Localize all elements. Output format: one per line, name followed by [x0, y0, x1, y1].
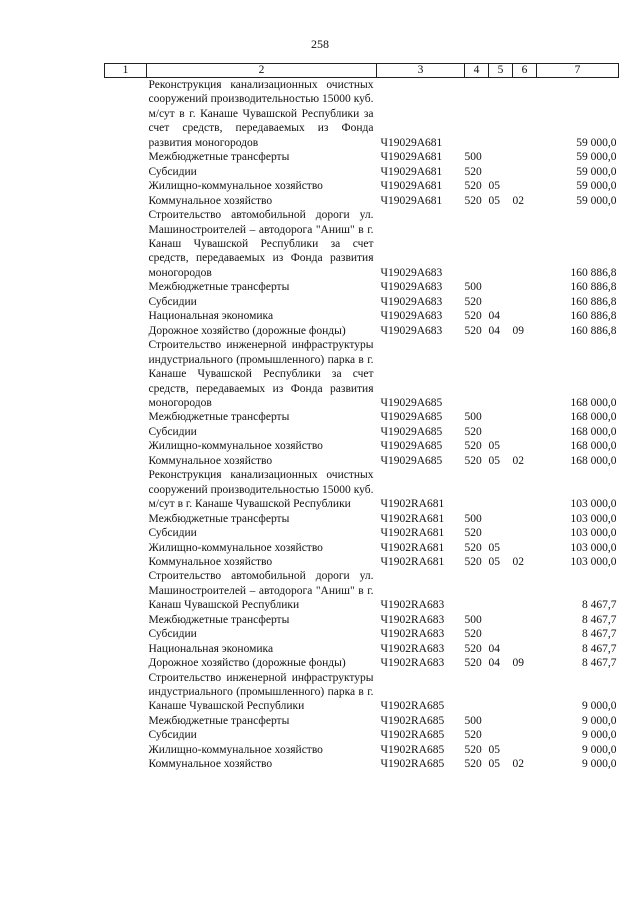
item-name: Национальная экономика: [148, 310, 274, 323]
row-number-cell: [105, 627, 147, 641]
amount: 9 000,0: [582, 729, 617, 742]
row-number-cell: [105, 642, 147, 656]
item-name: Дорожное хозяйство (дорожные фонды): [148, 657, 346, 670]
column-header-7: 7: [537, 64, 619, 78]
amount: 103 000,0: [570, 541, 617, 554]
amount: 59 000,0: [576, 194, 617, 207]
subsection-code: [513, 179, 537, 193]
subsection-code: [513, 165, 537, 179]
item-name: Субсидии: [148, 165, 197, 178]
subsection-code: [513, 295, 537, 309]
target-code: Ч1902RA683: [380, 657, 445, 670]
table-row: [105, 165, 619, 179]
expense-type: 520: [464, 743, 482, 756]
item-name: Межбюджетные трансферты: [148, 512, 290, 525]
target-code: Ч19029А683: [380, 310, 443, 323]
expense-type: 500: [464, 151, 482, 164]
row-number-cell: [105, 613, 147, 627]
subsection-code: 09: [512, 657, 524, 670]
target-code: Ч19029А685: [380, 440, 443, 453]
subsection-code: 02: [512, 194, 524, 207]
amount: 103 000,0: [570, 527, 617, 540]
row-number-cell: [105, 728, 147, 742]
expense-type: 520: [464, 165, 482, 178]
expense-type: [465, 78, 489, 151]
table-row: [105, 309, 619, 323]
expense-type: 520: [464, 324, 482, 337]
table-row: [105, 671, 619, 714]
target-code: Ч1902RA683: [380, 613, 445, 626]
target-code: Ч1902RA685: [380, 700, 445, 713]
target-code: Ч1902RA685: [380, 729, 445, 742]
section-code: 05: [488, 555, 500, 568]
subsection-code: [513, 743, 537, 757]
amount: 160 886,8: [570, 310, 617, 323]
expense-type: [465, 671, 489, 714]
expense-type: 500: [464, 281, 482, 294]
item-name: Субсидии: [148, 425, 197, 438]
row-number-cell: [105, 410, 147, 424]
row-number-cell: [105, 743, 147, 757]
table-row: [105, 410, 619, 424]
item-name: Строительство автомобильной дороги ул. Машиностроителей – автодорога "Аниш" в г. Канаш Чувашской Республики: [148, 570, 374, 612]
section-code: [489, 338, 513, 410]
target-code: Ч1902RA681: [380, 512, 445, 525]
section-code: [489, 150, 513, 164]
expense-type: 500: [464, 714, 482, 727]
item-name: Реконструкция канализационных очистных сооружений производительностью 15000 куб. м/сут в г. Канаше Чувашской Республики за счет средств, передаваемых из Фонда развития моногородов: [148, 79, 374, 149]
expense-type: 500: [464, 613, 482, 626]
item-name: Коммунальное хозяйство: [148, 555, 273, 568]
section-code: [489, 671, 513, 714]
target-code: Ч19029А685: [380, 396, 443, 409]
expense-type: 500: [464, 512, 482, 525]
amount: 9 000,0: [582, 700, 617, 713]
subsection-code: [513, 78, 537, 151]
expense-type: [465, 569, 489, 612]
section-code: [489, 627, 513, 641]
section-code: [489, 78, 513, 151]
target-code: Ч19029А681: [380, 151, 443, 164]
item-name: Субсидии: [148, 295, 197, 308]
target-code: Ч19029А681: [380, 136, 443, 149]
row-number-cell: [105, 338, 147, 410]
section-code: [489, 165, 513, 179]
subsection-code: [513, 526, 537, 540]
expense-type: 520: [464, 642, 482, 655]
amount: 59 000,0: [576, 180, 617, 193]
amount: 103 000,0: [570, 555, 617, 568]
row-number-cell: [105, 526, 147, 540]
expense-type: [465, 338, 489, 410]
amount: 168 000,0: [570, 411, 617, 424]
item-name: Строительство инженерной инфраструктуры индустриального (промышленного) парка в г. Канаше Чувашской Республики за счет средств, передаваемых из Фонда развития моногородов: [148, 339, 374, 409]
subsection-code: [513, 280, 537, 294]
column-number-row: [105, 64, 619, 78]
section-code: 04: [488, 324, 500, 337]
amount: 103 000,0: [570, 512, 617, 525]
section-code: [489, 208, 513, 280]
subsection-code: [513, 642, 537, 656]
row-number-cell: [105, 280, 147, 294]
target-code: Ч1902RA681: [380, 541, 445, 554]
column-header-2: 2: [147, 64, 377, 78]
item-name: Коммунальное хозяйство: [148, 758, 273, 771]
section-code: 04: [488, 642, 500, 655]
target-code: Ч1902RA683: [380, 642, 445, 655]
target-code: Ч19029А685: [380, 454, 443, 467]
item-name: Национальная экономика: [148, 642, 274, 655]
subsection-code: [513, 439, 537, 453]
target-code: Ч1902RA685: [380, 758, 445, 771]
expense-type: [465, 468, 489, 511]
subsection-code: [513, 671, 537, 714]
section-code: [489, 295, 513, 309]
amount: 59 000,0: [576, 151, 617, 164]
section-code: 04: [488, 657, 500, 670]
expense-type: 520: [464, 425, 482, 438]
item-name: Реконструкция канализационных очистных сооружений производительностью 15000 куб. м/сут в г. Канаше Чувашской Республики: [148, 469, 374, 511]
target-code: Ч19029А681: [380, 194, 443, 207]
column-header-4: 4: [465, 64, 489, 78]
subsection-code: [513, 541, 537, 555]
expense-type: 520: [464, 527, 482, 540]
item-name: Межбюджетные трансферты: [148, 714, 290, 727]
subsection-code: [513, 512, 537, 526]
amount: 160 886,8: [570, 295, 617, 308]
subsection-code: [513, 410, 537, 424]
target-code: Ч19029А681: [380, 165, 443, 178]
amount: 8 467,7: [582, 599, 617, 612]
item-name: Субсидии: [148, 527, 197, 540]
row-number-cell: [105, 555, 147, 569]
amount: 8 467,7: [582, 628, 617, 641]
subsection-code: [513, 309, 537, 323]
subsection-code: [513, 613, 537, 627]
amount: 168 000,0: [570, 396, 617, 409]
subsection-code: [513, 569, 537, 612]
amount: 9 000,0: [582, 743, 617, 756]
expense-type: 520: [464, 657, 482, 670]
target-code: Ч19029А683: [380, 295, 443, 308]
column-header-1: 1: [105, 64, 147, 78]
item-name: Строительство автомобильной дороги ул. Машиностроителей – автодорога "Аниш" в г. Канаш Чувашской Республики за счет средств, передаваемых из Фонда развития моногородов: [148, 209, 374, 279]
row-number-cell: [105, 309, 147, 323]
section-code: 05: [488, 454, 500, 467]
table-row: [105, 728, 619, 742]
target-code: Ч19029А685: [380, 411, 443, 424]
amount: 168 000,0: [570, 440, 617, 453]
subsection-code: 02: [512, 758, 524, 771]
table-row: [105, 179, 619, 193]
item-name: Жилищно-коммунальное хозяйство: [148, 743, 323, 756]
amount: 160 886,8: [570, 281, 617, 294]
section-code: 05: [488, 743, 500, 756]
subsection-code: [513, 338, 537, 410]
subsection-code: [513, 208, 537, 280]
item-name: Межбюджетные трансферты: [148, 281, 290, 294]
table-row: [105, 555, 619, 569]
target-code: Ч1902RA681: [380, 498, 445, 511]
amount: 103 000,0: [570, 498, 617, 511]
table-row: [105, 512, 619, 526]
target-code: Ч1902RA685: [380, 714, 445, 727]
row-number-cell: [105, 569, 147, 612]
subsection-code: 02: [512, 555, 524, 568]
table-row: [105, 150, 619, 164]
table-row: [105, 78, 619, 151]
table-row: [105, 280, 619, 294]
item-name: Коммунальное хозяйство: [148, 454, 273, 467]
column-header-6: 6: [513, 64, 537, 78]
expense-type: 520: [464, 310, 482, 323]
expense-type: 520: [464, 194, 482, 207]
expense-type: 520: [464, 180, 482, 193]
expense-type: 500: [464, 411, 482, 424]
table-row: [105, 757, 619, 771]
table-row: [105, 439, 619, 453]
item-name: Межбюджетные трансферты: [148, 613, 290, 626]
row-number-cell: [105, 714, 147, 728]
section-code: [489, 714, 513, 728]
expense-type: 520: [464, 295, 482, 308]
item-name: Жилищно-коммунальное хозяйство: [148, 541, 323, 554]
table-row: [105, 569, 619, 612]
row-number-cell: [105, 656, 147, 670]
table-row: [105, 526, 619, 540]
target-code: Ч19029А683: [380, 266, 443, 279]
table-row: [105, 324, 619, 338]
section-code: 05: [488, 758, 500, 771]
amount: 9 000,0: [582, 714, 617, 727]
row-number-cell: [105, 194, 147, 208]
section-code: [489, 526, 513, 540]
row-number-cell: [105, 295, 147, 309]
expense-type: 520: [464, 541, 482, 554]
subsection-code: [513, 150, 537, 164]
column-header-5: 5: [489, 64, 513, 78]
row-number-cell: [105, 78, 147, 151]
item-name: Субсидии: [148, 628, 197, 641]
expense-type: 520: [464, 454, 482, 467]
item-name: Дорожное хозяйство (дорожные фонды): [148, 324, 346, 337]
item-name: Строительство инженерной инфраструктуры индустриального (промышленного) парка в г. Канаше Чувашской Республики: [148, 671, 374, 713]
target-code: Ч19029А685: [380, 425, 443, 438]
row-number-cell: [105, 512, 147, 526]
subsection-code: [513, 728, 537, 742]
subsection-code: [513, 425, 537, 439]
column-header-3: 3: [377, 64, 465, 78]
section-code: 05: [488, 180, 500, 193]
amount: 8 467,7: [582, 657, 617, 670]
target-code: Ч1902RA681: [380, 555, 445, 568]
row-number-cell: [105, 150, 147, 164]
expense-type: 520: [464, 729, 482, 742]
row-number-cell: [105, 439, 147, 453]
table-row: [105, 656, 619, 670]
row-number-cell: [105, 757, 147, 771]
row-number-cell: [105, 541, 147, 555]
table-row: [105, 194, 619, 208]
target-code: Ч1902RA685: [380, 743, 445, 756]
table-row: [105, 743, 619, 757]
item-name: Жилищно-коммунальное хозяйство: [148, 440, 323, 453]
subsection-code: [513, 468, 537, 511]
table-row: [105, 541, 619, 555]
row-number-cell: [105, 468, 147, 511]
expense-type: 520: [464, 555, 482, 568]
target-code: Ч19029А683: [380, 324, 443, 337]
table-row: [105, 295, 619, 309]
subsection-code: [513, 714, 537, 728]
section-code: [489, 280, 513, 294]
item-name: Субсидии: [148, 729, 197, 742]
table-row: [105, 338, 619, 410]
table-row: [105, 714, 619, 728]
row-number-cell: [105, 208, 147, 280]
expense-type: 520: [464, 440, 482, 453]
section-code: [489, 410, 513, 424]
row-number-cell: [105, 671, 147, 714]
amount: 168 000,0: [570, 454, 617, 467]
target-code: Ч19029А683: [380, 281, 443, 294]
table-row: [105, 613, 619, 627]
table-row: [105, 454, 619, 468]
section-code: 05: [488, 194, 500, 207]
target-code: Ч1902RA683: [380, 599, 445, 612]
amount: 59 000,0: [576, 165, 617, 178]
target-code: Ч1902RA683: [380, 628, 445, 641]
section-code: [489, 728, 513, 742]
target-code: Ч1902RA681: [380, 527, 445, 540]
row-number-cell: [105, 165, 147, 179]
amount: 9 000,0: [582, 758, 617, 771]
section-code: 05: [488, 541, 500, 554]
amount: 168 000,0: [570, 425, 617, 438]
amount: 160 886,8: [570, 266, 617, 279]
expense-type: 520: [464, 758, 482, 771]
row-number-cell: [105, 179, 147, 193]
table-row: [105, 425, 619, 439]
amount: 160 886,8: [570, 324, 617, 337]
subsection-code: 09: [512, 324, 524, 337]
table-row: [105, 468, 619, 511]
table-row: [105, 642, 619, 656]
section-code: [489, 613, 513, 627]
item-name: Жилищно-коммунальное хозяйство: [148, 180, 323, 193]
budget-table: [104, 63, 619, 772]
amount: 8 467,7: [582, 642, 617, 655]
amount: 8 467,7: [582, 613, 617, 626]
expense-type: 520: [464, 628, 482, 641]
section-code: 05: [488, 440, 500, 453]
section-code: [489, 425, 513, 439]
item-name: Межбюджетные трансферты: [148, 151, 290, 164]
item-name: Коммунальное хозяйство: [148, 194, 273, 207]
section-code: 04: [488, 310, 500, 323]
target-code: Ч19029А681: [380, 180, 443, 193]
subsection-code: [513, 627, 537, 641]
page-number: 258: [311, 37, 329, 51]
item-name: Межбюджетные трансферты: [148, 411, 290, 424]
row-number-cell: [105, 324, 147, 338]
row-number-cell: [105, 454, 147, 468]
section-code: [489, 468, 513, 511]
amount: 59 000,0: [576, 136, 617, 149]
section-code: [489, 512, 513, 526]
table-row: [105, 208, 619, 280]
row-number-cell: [105, 425, 147, 439]
expense-type: [465, 208, 489, 280]
section-code: [489, 569, 513, 612]
subsection-code: 02: [512, 454, 524, 467]
table-row: [105, 627, 619, 641]
